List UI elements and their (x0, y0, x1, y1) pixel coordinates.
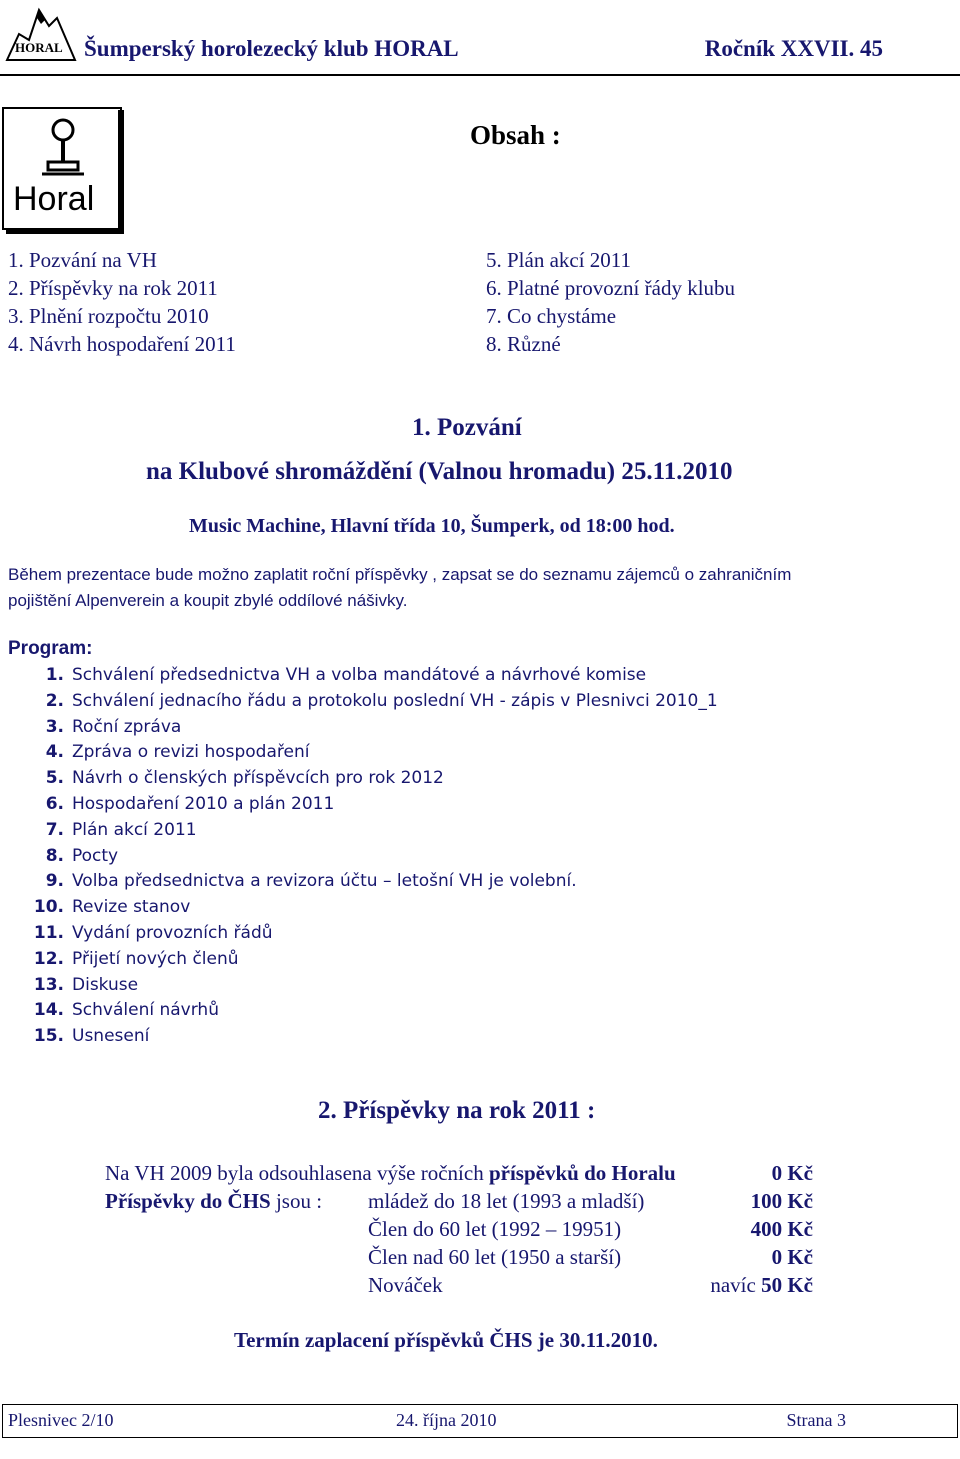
fee-row (105, 1161, 676, 1186)
section1-title: 1. Pozvání (412, 414, 522, 441)
fee-intro-bold: příspěvků do Horalu (488, 1161, 676, 1185)
program-item-text: Volba předsednictva a revizora účtu – letošní VH je volební. (72, 871, 577, 892)
program-item-text: Roční zpráva (72, 716, 182, 737)
program-item-number: 15. (33, 1026, 64, 1047)
program-item-number: 7. (45, 819, 64, 840)
stamp-shadow-bottom (6, 228, 124, 234)
intro-paragraph-line: Během prezentace bude možno zaplatit roční příspěvky , zapsat se do seznamu zájemců o zahraničním (8, 565, 792, 584)
program-item-number: 14. (33, 1000, 64, 1021)
fee-label: Nováček (368, 1273, 443, 1297)
fee-label-chs (105, 1189, 322, 1214)
program-item-text: Pocty (72, 845, 119, 866)
program-item-number: 2. (45, 690, 64, 711)
payment-deadline: Termín zaplacení příspěvků ČHS je 30.11.2010. (234, 1328, 658, 1352)
program-item-text: Diskuse (72, 974, 139, 995)
footer-page: Strana 3 (786, 1410, 846, 1430)
stamp-word: Horal (13, 180, 95, 218)
program-item-text: Vydání provozních řádů (72, 923, 273, 943)
program-item-number: 4. (45, 742, 64, 763)
header-volume: Ročník XXVII. 45 (704, 36, 883, 61)
section1-subtitle: na Klubové shromáždění (Valnou hromadu) 25.11.2010 (146, 458, 733, 485)
fee-chs-bold: Příspěvky do ČHS (105, 1189, 271, 1213)
program-item-text: Plán akcí 2011 (72, 819, 197, 840)
program-item-number: 12. (33, 948, 64, 969)
fee-intro: Na VH 2009 byla odsouhlasena výše ročních (105, 1161, 489, 1185)
toc-item: 8. Různé (486, 332, 561, 356)
fee-label: Člen nad 60 let (1950 a starší) (368, 1245, 622, 1269)
fee-chs-text: jsou : (270, 1189, 323, 1213)
program-item-text: Schválení návrhů (72, 1000, 219, 1021)
stamp-shadow-right (118, 110, 124, 234)
fee-value: 0 Kč (771, 1161, 813, 1185)
logo-text: HORAL (15, 40, 63, 55)
horal-logo (5, 4, 77, 62)
program-item-number: 10. (33, 897, 64, 918)
program-item-text: Usnesení (72, 1026, 150, 1047)
header-divider (0, 74, 960, 76)
section2-title: 2. Příspěvky na rok 2011 : (318, 1097, 596, 1124)
program-item-number: 13. (33, 974, 64, 995)
program-item-number: 3. (45, 716, 64, 737)
meeting-place: Music Machine, Hlavní třída 10, Šumperk, od 18:00 hod. (189, 515, 675, 537)
program-item-text: Schválení předsednictva VH a volba mandátové a návrhové komise (72, 665, 647, 685)
climber-icon (40, 118, 86, 176)
fee-amount: 400 Kč (750, 1217, 813, 1241)
program-item-number: 5. (45, 768, 64, 789)
fee-label: mládež do 18 let (1993 a mladší) (368, 1189, 645, 1213)
toc-item: 2. Příspěvky na rok 2011 (8, 276, 218, 300)
program-item-text: Přijetí nových členů (72, 948, 239, 969)
toc-item: 6. Platné provozní řády klubu (486, 276, 736, 300)
program-item-text: Revize stanov (72, 897, 191, 918)
toc-item: 5. Plán akcí 2011 (486, 248, 632, 272)
header-title: Šumperský horolezecký klub HORAL (84, 36, 459, 61)
program-item-number: 1. (45, 665, 64, 685)
fee-amount: 100 Kč (750, 1189, 813, 1213)
program-item-text: Schválení jednacího řádu a protokolu poslední VH - zápis v Plesnivci 2010_1 (72, 690, 718, 711)
program-item-text: Zpráva o revizi hospodaření (72, 742, 310, 763)
program-item-number: 8. (45, 845, 64, 866)
program-item-number: 6. (45, 794, 64, 814)
toc-item: 4. Návrh hospodaření 2011 (8, 332, 236, 356)
footer-issue: Plesnivec 2/10 (8, 1410, 114, 1430)
fee-amount: 0 Kč (771, 1245, 813, 1269)
footer-date: 24. října 2010 (396, 1410, 497, 1430)
program-heading: Program: (8, 638, 93, 659)
program-item-number: 11. (33, 923, 64, 943)
contents-heading: Obsah : (470, 120, 561, 150)
program-item-text: Návrh o členských příspěvcích pro rok 2012 (72, 768, 444, 789)
intro-paragraph-line: pojištění Alpenverein a koupit zbylé oddílové nášivky. (8, 591, 408, 610)
toc-item: 7. Co chystáme (486, 304, 617, 328)
toc-item: 1. Pozvání na VH (8, 248, 157, 272)
fee-label: Člen do 60 let (1992 – 19951) (368, 1217, 622, 1241)
program-item-text: Hospodaření 2010 a plán 2011 (72, 794, 335, 814)
toc-item: 3. Plnění rozpočtu 2010 (8, 304, 209, 328)
fee-amount: navíc 50 Kč (710, 1273, 813, 1297)
program-item-number: 9. (45, 871, 64, 892)
